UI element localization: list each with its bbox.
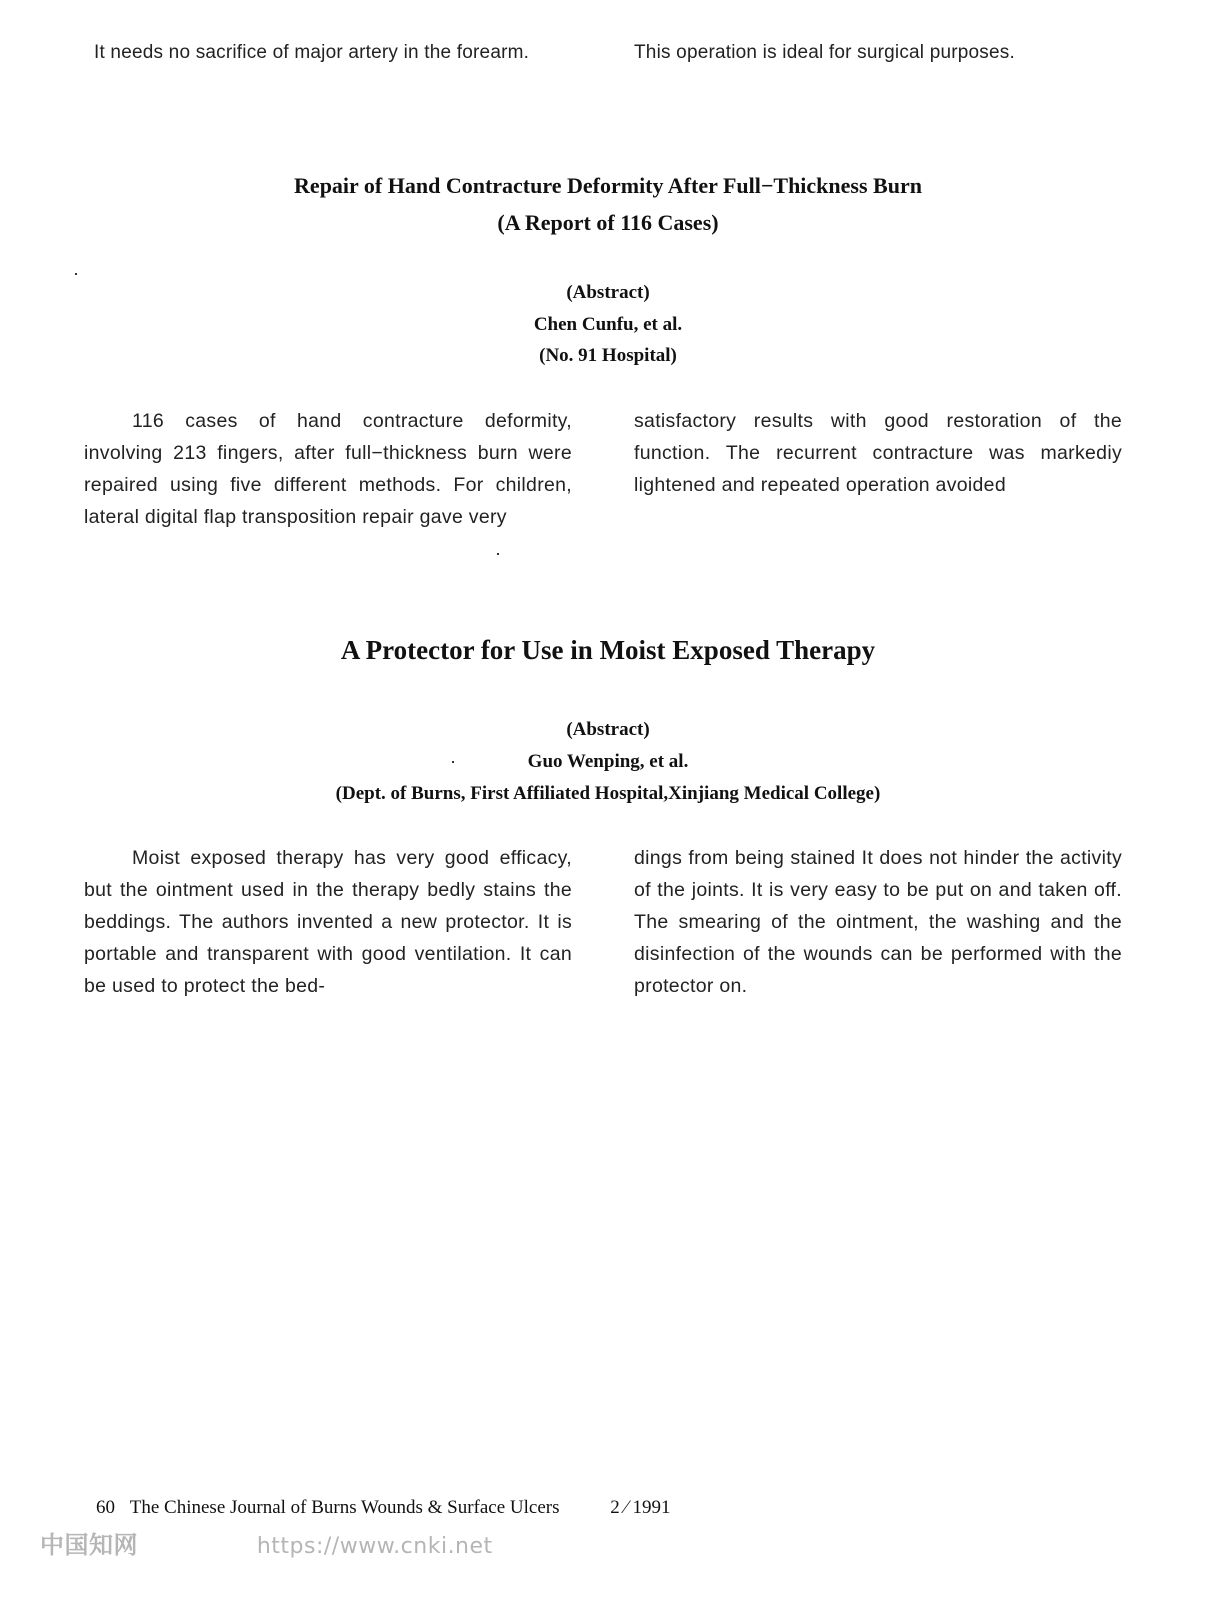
article2-abstract-label: (Abstract) (566, 719, 650, 740)
article1-title-line2: (A Report of 116 Cases) (497, 210, 719, 235)
article1-author: Chen Cunfu, et al. (533, 314, 683, 335)
article2-title: A Protector for Use in Moist Exposed Therapy (340, 635, 876, 665)
article2-affiliation: (Dept. of Burns, First Affiliated Hospital,Xinjiang Medical College) (335, 783, 881, 804)
watermark-url[interactable]: https://www.cnki.net (256, 1534, 493, 1559)
article2-author: Guo Wenping, et al. (527, 751, 689, 772)
article2-paragraph-left: Moist exposed therapy has very good efficacy, but the ointment used in the therapy bedly stains the beddings. The authors invented a new protector. It is portable and transparent with good ventilation. It can be used to protect the bed- (84, 847, 572, 997)
article1-body-left (84, 405, 572, 533)
article2-paragraph-right: dings from being stained It does not hinder the activity of the joints. It is very easy to be put on and taken off. The smearing of the ointment, the washing and the disinfection of the wounds can be performed with the protector on. (634, 847, 1122, 997)
article2-body-left (84, 842, 572, 1002)
issue-number: 2 ⁄ 1991 (610, 1497, 671, 1518)
cnki-watermark (40, 1525, 493, 1560)
article1-affiliation: (No. 91 Hospital) (539, 345, 677, 366)
scan-speck (497, 553, 499, 555)
scan-speck (75, 273, 77, 275)
article1-body-right (634, 405, 1122, 501)
article1-paragraph-left: 116 cases of hand contracture deformity, involving 213 fingers, after full−thickness burn were repaired using five different methods. For children, lateral digital flap transposition repair gave very (84, 410, 572, 528)
page-number: 60 (96, 1497, 115, 1518)
continued-text-right: This operation is ideal for surgical purposes. (634, 42, 1015, 63)
article1-paragraph-right: satisfactory results with good restoration of the function. The recurrent contracture was markediy lightened and repeated operation avoided (634, 410, 1122, 496)
article1-abstract-label: (Abstract) (566, 282, 650, 303)
article2-body-right (634, 842, 1122, 1002)
page-footer (96, 1497, 670, 1519)
article1-title-line1: Repair of Hand Contracture Deformity After Full−Thickness Burn (294, 173, 922, 198)
watermark-site-name: 中国知网 (40, 1531, 138, 1559)
continued-text-left: It needs no sacrifice of major artery in the forearm. (94, 42, 530, 63)
journal-name: The Chinese Journal of Burns Wounds & Surface Ulcers (129, 1497, 560, 1518)
